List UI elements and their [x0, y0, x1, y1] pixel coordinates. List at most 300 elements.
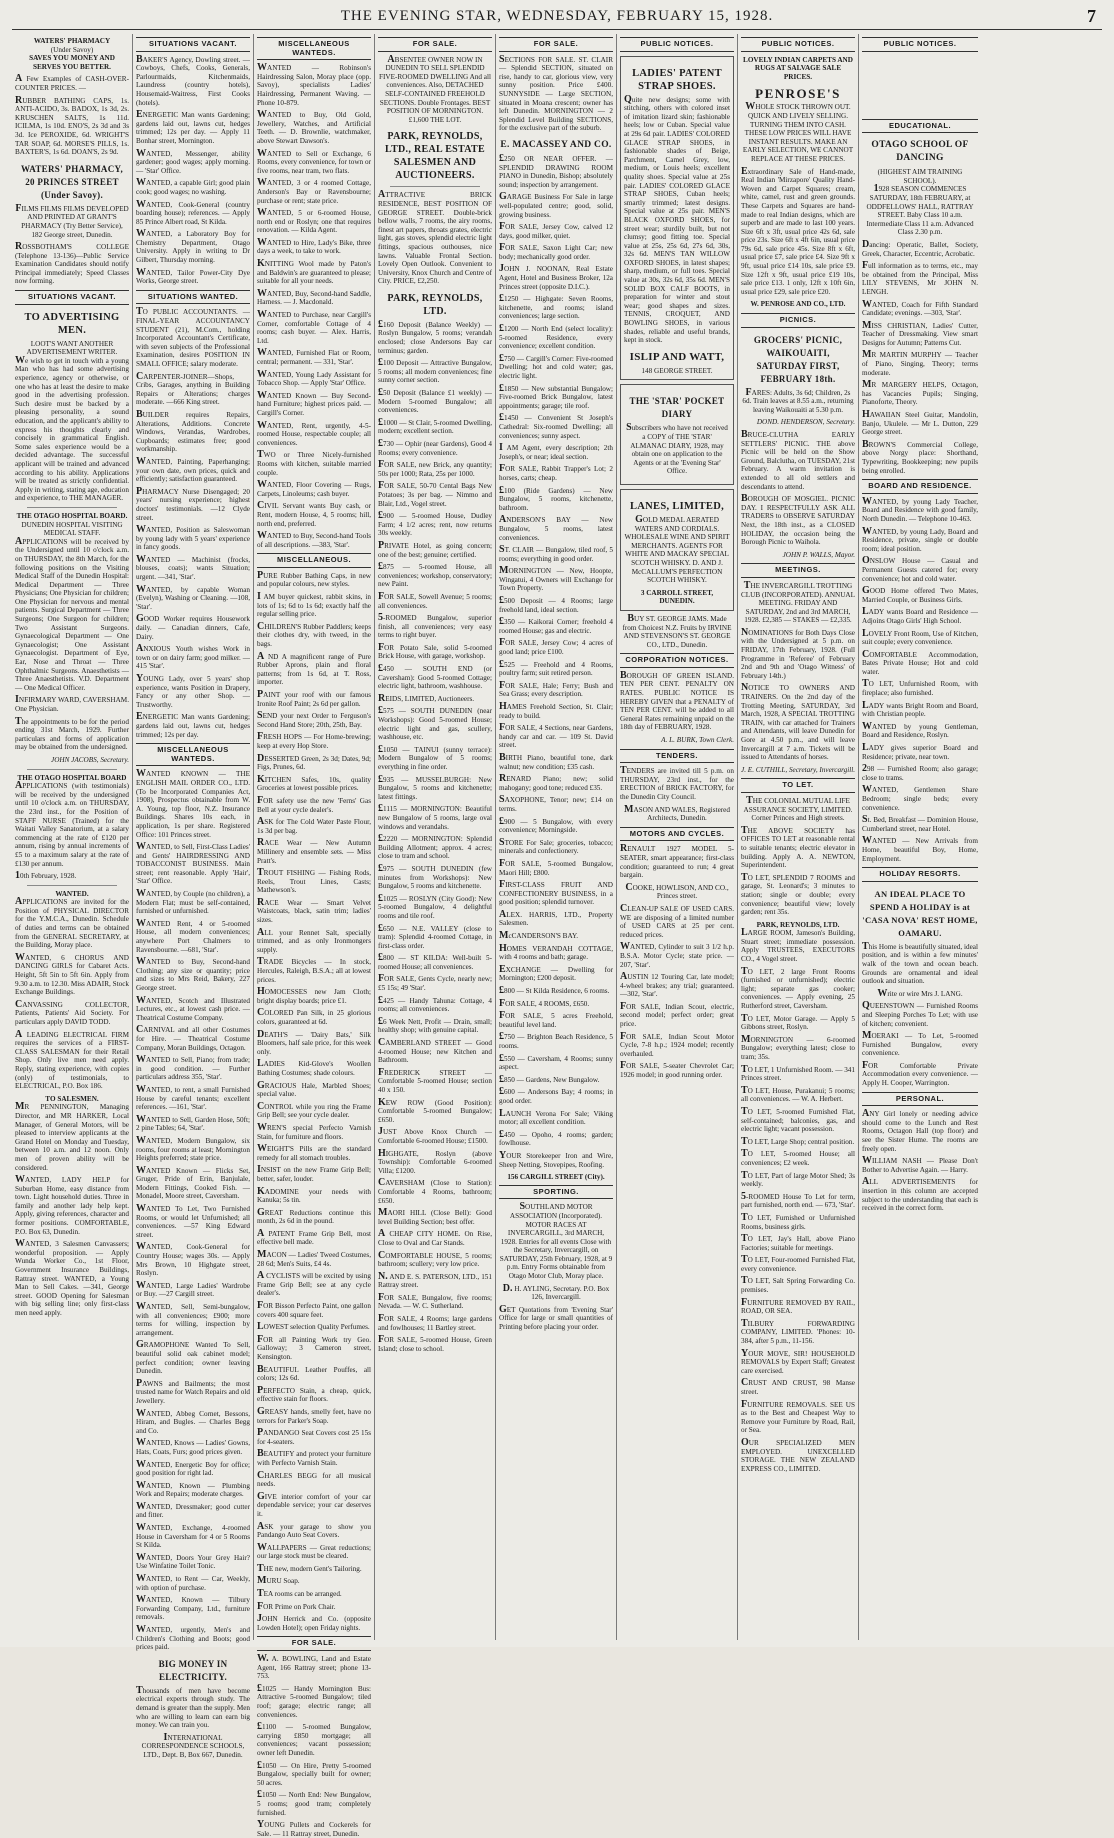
classified-ad: £1200 — North End (select locality): 5-roomed Residence, every convenience; excellent condition. [499, 323, 613, 351]
classified-ad: WANTED, Painting, Paperhanging; your own date, own prices, quick and efficiently; satisfaction guaranteed. [136, 455, 250, 484]
classified-ad: £750 — Cargill's Corner: Five-roomed Dwelling; hot and cold water; gas, electric light. [499, 352, 613, 380]
burk-sig: A. L. BURK, Town Clerk. [661, 736, 734, 745]
diary-body: Subscribers who have not received a COPY of THE 'STAR' ALMANAC DIARY, 1928, may obtain one on application to the Agents or at the 'Evening Star' Office. [626, 422, 728, 476]
classified-ad: ENERGETIC Man wants Gardening; gardens laid out, lawns cut, hedges trimmed; 12s per day. [136, 711, 250, 739]
classified-ad: INSIST on the new Frame Grip Bell; better, safer, louder. [257, 1164, 371, 1183]
classified-ad: BAKER'S Agency, Dowling street. — Cowboys, Chefs, Cooks, Generals, Parlourmaids, Kitchenmaids, Laundress (country hotels), Housemaid-Waitress, First Cooks (hotels). [136, 53, 250, 107]
waters-repeat: WATERS' PHARMACY, 20 PRINCES STREET (Under Savoy). [20, 163, 124, 200]
ad-list [620, 943, 734, 1079]
ad-list [862, 298, 978, 476]
classified-ad: CARNIVAL and all other Costumes for Hire. — Theatrical Costume Company, Moran Buildings, Octagon. [136, 1024, 250, 1052]
classified-ad: PANDANGO Seat Covers cost 25 15s for 4-seaters. [257, 1427, 371, 1446]
classified-ad: WANTED, Cylinder to suit 3 1/2 h.p. B.S.A. Motor Cycle; state price. —207, 'Star'. [620, 941, 734, 969]
hospital-body: APPLICATIONS will be received by the Undersigned until 10 o'clock a.m. on THURSDAY, the 8th March, for the following positions on the Visiting Medical Staff of the Dunedin Hospital: Medical Department — Three Physicians; One Physician for children; One Physician for nervous and mental patients. Surgical Department — Three Surgeons; One Surgeon for children; Two Assistant Surgeons. Gynaecological Department — One Gynaecologist; One Assistant Gynaecologist. Department of Eye, Ear, Nose and Throat — Three Ophthalmic Surgeons. Anaesthetists — Three Anaesthetists. V.D. Department — One Medical Officer. [15, 535, 129, 692]
classified-ad: MORNINGTON — 6-roomed Bungalow; everything latest; close to tram; 35s. [741, 1033, 855, 1061]
classified-ad: McCANDERSON'S BAY. [499, 930, 579, 942]
classified-ad: WANTED, Furnished Flat or Room, central; permanent. — 331, 'Star'. [257, 347, 371, 366]
classified-ad: A CHEAP CITY HOME. On Rise, Close to Oval and Car Stands. [378, 1228, 492, 1247]
section-header: BOARD AND RESIDENCE. [862, 479, 978, 494]
classified-ad: WANTED To Let, Two Furnished Rooms, or would let Unfurnished; all conveniences. —57 King Edward street. [136, 1203, 250, 1239]
classified-ad: WANTED Known — Buy Second-hand Furniture; highest prices paid. — Cargill's Corner. [257, 389, 371, 417]
mason-sig: MASON AND WALES, Registered Architects, Dunedin. [624, 803, 730, 823]
classified-ad: YOUR MOVE, SIR! HOUSEHOLD REMOVALS by Expert Staff; Greatest care exercised. [741, 1347, 855, 1375]
classified-ad: WANTED to Sell, Piano; from trade; in good condition. — Further particulars address 355, 'Star'. [136, 1054, 250, 1082]
classified-ad: GOOD Worker requires Housework daily. — Canadian dinners, Cafe, Dairy. [136, 613, 250, 641]
classified-ad: MR MARGERY HELPS, Octagon, has Vacancies Pupils; Singing, Pianoforte, Theory. [862, 379, 978, 407]
classified-ad: £1850 — New substantial Bungalow; Five-roomed Brick Bungalow, latest appointments; garage; tile roof. [499, 382, 613, 410]
divider [390, 186, 480, 187]
classified-ad: £1025 — Handy Mornington Bus: Attractive 5-roomed Bungalow; tiled roof; garage; electric range; all conveniences. [257, 1682, 371, 1719]
classified-ad: WANTED, 3 or 4 roomed Cottage, Anderson's Bay or Ravensbourne; purchase or rent; state price. [257, 177, 371, 205]
classified-ad: TO LET, 1 Unfurnished Room. — 341 Princes street. [741, 1063, 855, 1083]
column-4 [375, 34, 496, 1640]
clearup-ad: CLEAN-UP SALE OF USED CARS. WE are disposing of a limited number of USED CARS at 25 per cent. reduced prices. [620, 902, 734, 939]
classified-ad: WANTED, Messenger, ability gardener; good wages; apply morning. — 'Star' Office. [136, 147, 250, 175]
classified-ad: WANTED, a Laboratory Boy for Chemistry Department, Otago University. Apply in writing to Dr Gilbert, Thursday morning. [136, 228, 250, 265]
classified-ad: EXCHANGE — Dwelling for Mornington; £200 deposit. [499, 963, 613, 983]
classified-ad: ANY Girl lonely or needing advice should come to the Lunch and Rest Rooms, Octagon Hall (top floor) and see the Sister Hume. The rooms are freely open. [862, 1108, 978, 1153]
classified-ad: FOR safety use the new 'Ferns' Gas Bell at your cycle dealer's. [257, 794, 371, 814]
renault-ad: RENAULT 1927 MODEL 5-SEATER, smart appearance; first-class condition; guaranteed to run; 4 great bargain. [620, 843, 734, 880]
column-8 [859, 34, 981, 1640]
classified-ad: FOR SALE, Bungalow, five rooms; Nevada. — W. C. Sutherland. [378, 1291, 492, 1311]
cargill-street: 156 CARGILL STREET (City). [507, 1173, 605, 1182]
shoes-body: Quite new designs; some with stitching, others with colored inset of imitation lizard skin; fashionable heels; low or Cuban. Special value at 29s 6d pair. LADIES' COLORED GLACE STRAP SHOES, in fashionable shades of Beige, Parchment, Camel Grey, low, medium, or Louis heels; excellent quality shoes. Special value at 25s pair. LADIES' COLORED GLACE STRAP SHOES, Cuban heels; smartly trimmed; latest designs. Special value at 25s pair. MEN'S BLACK OXFORD SHOES, for street wear; sturdily built, but not clumsy; good fitting toe. Special value at 25s, 25s 6d, 27s 6d, 30s, 32s 6d. MEN'S TAN WILLOW OXFORD SHOES, in latest shapes; sharp, medium, or full toes. Special value at 30s, 32s 6d, 35s 6d. MEN'S SOLID BOX CALF BOOTS, in preparation for winter and stout wear; good shapes and sizes. TENNIS, CROQUET, AND BOWLING SHOES, in various shades, reliable and useful brands, kept in stock. [624, 93, 730, 345]
carpets-headline: LOVELY INDIAN CARPETS AND RUGS AT SALVAGE SALE PRICES. [743, 55, 853, 81]
classified-ad: HOMOCESSES new Jam Cloth; bright display boards; price £1. [257, 986, 371, 1005]
classified-ad: JOHN Herrick and Co. (opposite Lowden Hotel); open Friday nights. [257, 1613, 371, 1632]
canvass-ad: CANVASSING COLLECTOR, Patients, Patients' Aid Society. For particulars apply DAVID TODD. [15, 998, 129, 1026]
section-header: TENDERS. [620, 749, 734, 764]
classified-ad: £650 — N.E. VALLEY (close to tram): Splendid 4-roomed Cottage, in first-class order. [378, 922, 492, 950]
classified-ad: TILBURY FORWARDING COMPANY, LIMITED. 'Phones: 10-384, after 5 p.m., 11-156. [741, 1317, 855, 1346]
classified-ad: WANTED, Sell, Semi-bungalow, with all conveniences; £900; more terms for willing, inspection by arrangement. [136, 1301, 250, 1337]
classified-ad: WANTED to Purchase, near Cargill's Corner, comfortable Cottage of 4 rooms; cash buyer. — Alex. Harris, Ltd. [257, 309, 371, 345]
section-header: MISCELLANEOUS WANTEDS. [136, 743, 250, 766]
lady-help-ad: WANTED, LADY HELP for Suburban Home, easy distance from town. Light household duties. Three in family and another lady help kept. Apply, giving references, character and former positions. COMFORTABLE, P.O. Box 63, Dunedin. [15, 1174, 129, 1236]
section-header: PUBLIC NOTICES. [620, 37, 734, 52]
classified-ad: GARAGE Business For Sale in large well-populated centre; good, solid, growing business. [499, 191, 613, 219]
holiday-body: This Home is beautifully situated, ideal position, and is within a few minutes' walk of the town and ocean beach. Grounds are ornamental and ideal outlook and situation. [862, 940, 978, 986]
classified-ad: BEAUTIFY and protect your furniture with Perfecto Varnish Stain. [257, 1448, 371, 1467]
classified-ad: £350 — Kaikorai Corner; freehold 4 roomed House; gas and electric. [499, 616, 613, 635]
classified-ad: LOVELY Front Room, Use of Kitchen, suit couple; every convenience. [862, 627, 978, 647]
classified-ad: DESSERTED Green, 2s 3d; Dates, 9d; Figs, Prunes, 6d. [257, 752, 371, 772]
classified-ad: FOR SALE, 5 acres Freehold, beautiful level land. [499, 1010, 613, 1029]
classified-ad: FIRST-CLASS FRUIT AND CONFECTIONERY BUSINESS, in a good position; splendid turnover. [499, 879, 613, 907]
classified-ad: FOR SALE, 50-70 Cental Bags New Potatoes; 3s per bag. — Nimmo and Blair, Ltd., Vogel street. [378, 480, 492, 508]
classified-ad: BROWN'S Commercial College, above Norgy place: Shorthand, Typewriting, Bookkeeping; new pupils being enrolled. [862, 438, 978, 475]
prices-list: RUBBER BATHING CAPS, 1s. ANTI-ACIDO, 3s. BADOX, 1s 3d, 2s. KRUSCHEN SALTS, 1s 11d. ICILMA, 1s 10d. ENO'S, 2s 3d and 3s 3d. Ice PEROXIDE, 6d. WRIGHT'S TAR SOAP, 6d. MORSE'S PILLS, 1s. BAXTER'S, 1s 6d. DOAN'S, 2s 9d. [15, 94, 129, 157]
classified-ad: £425 — Handy Tahuna: Cottage, 4 rooms; all conveniences. [378, 994, 492, 1014]
hospital2-body: APPLICATIONS (with testimonials) will be received by the undersigned until 10 o'clock a.m. on THURSDAY, the 23rd inst., for the Position of STAFF NURSE (Trained) for the Waitati Valley Sanatorium, at a salary commencing at the rate of £120 per annum, rising by annual increments of £5 to a maximum salary at the rate of £130 per annum. [15, 780, 129, 868]
classified-ad: WANTED, Coach for Fifth Standard Candidate; evenings. —303, 'Star'. [862, 298, 978, 318]
classified-ad: MACON — Ladies' Tweed Costumes, 28 6d; Men's Suits, £4 4s. [257, 1249, 371, 1268]
classified-ad: SAXOPHONE, Tenor; new; £14 on terms. [499, 794, 613, 813]
classified-ad: TRADE Bicycles — In stock, Hercules, Raleigh, B.S.A.; all at lowest prices. [257, 956, 371, 984]
attractive-ad: ATTRACTIVE BRICK RESIDENCE, BEST POSITION OF GEORGE STREET. Double-brick bellow walls, 7 rooms, the airy rooms, finest art papers, throats grates, electric light, gas stoves, splendid electric light fittings, spacious outhouses, nice lawns. Valuable Frontal Section. Lovely Open Outlook. Convenient to University, Knox Church and Centre of City. PRICE, £2,250. [378, 189, 492, 286]
classified-ad: LOWEST selection Quality Perfumes. [257, 1321, 370, 1333]
classified-ad: WANTED, a capable Girl; good plain cook; good wages; no washing. [136, 177, 250, 196]
classified-ad: FOR SALE, 5-roomed Bungalow, Maori Hill; £800. [499, 857, 613, 877]
section-header: HOLIDAY RESORTS. [862, 867, 978, 882]
classified-ad: £575 — SOUTH DUNEDIN (near Workshops): Good 5-roomed House; electric light and gas, scullery, washhouse, etc. [378, 705, 492, 742]
classified-ad: FOR Prime on Pork Chair. [257, 1600, 336, 1612]
classified-ad: WANTED to Hire, Lady's Bike, three days a week, to take to work. [257, 236, 371, 256]
classified-ad: WREN'S special Perfecto Varnish Stain, for furniture and floors. [257, 1121, 371, 1141]
quotations-ad: GET Quotations from 'Evening Star' Office for large or small quantities of Printing before placing your order. [499, 1303, 613, 1332]
classified-ad: £1450 — Convenient St Joseph's Cathedral: Six-roomed Dwelling; all conveniences; sunny aspect. [499, 412, 613, 440]
classified-ad: JOHN J. NOONAN, Real Estate Agent, Hotel and Business Broker, 12a Princes street (opposite D.I.C.). [499, 263, 613, 291]
column-3 [254, 34, 375, 1838]
classified-ad: WANTED, Buy, Second-hand Saddle, Harness. — J. Macdonald. [257, 287, 371, 307]
walls-sig: JOHN P. WALLS, Mayor. [782, 550, 855, 559]
chorus-ad: WANTED, 6 CHORUS AND DANCING GIRLS for Cabaret Acts. Height, 5ft 5in to 5ft 6in. Apply from 9.30 a.m. to 12.30. Miss ADAIR, Stock Exchange Buildings. [15, 951, 129, 997]
classified-ad: 5-ROOMED Bungalow, superior finish, all conveniences; very easy terms to right buyer. [378, 612, 492, 640]
classified-ad: WANTED, by young Lady, Board and Residence, private, single or double room; ideal position. [862, 525, 978, 553]
classified-ad: ENERGETIC Man wants Gardening; gardens laid out, lawns cut, hedges trimmed; 12s per day. — Apply 11 Bonhar street, Mornington. [136, 109, 250, 145]
classified-ad: £100 Deposit — Attractive Bungalow, 5 rooms; all modern conveniences; fine sunny corner section. [378, 357, 492, 385]
classified-ad: WANTED, Energetic Boy for office; good position for right lad. [136, 1458, 250, 1478]
classified-ad: TO LET, 5-roomed House; all conveniences; £2 week. [741, 1148, 855, 1167]
wanted-title: WANTED. [55, 889, 89, 898]
section-header: FOR SALE. [499, 37, 613, 52]
classified-ad: WANTED by young Gentleman, Board and Residence, Roslyn. [862, 720, 978, 740]
classified-ad: £250 OR NEAR OFFER. — SPLENDID DRAWING ROOM PIANO in Dunedin, Bishop; absolutely sound; inspection by arrangement. [499, 152, 613, 189]
classified-ad: MAORI HILL (Close Bell): Good level Building Section; best offer. [378, 1207, 492, 1226]
classified-ad: A ND A magnificent range of Pure Rubber Aprons, plain and floral patterns; from 1s 6d, at T. Ross, importer. [257, 650, 371, 687]
salesmen-title: TO SALESMEN. [45, 1094, 99, 1103]
classified-ad: ANXIOUS Youth wishes Work in town or on dairy farm; good milker. —415 'Star'. [136, 643, 250, 671]
classified-ad: TO LET, Part of large Motor Shed; 3s weekly. [741, 1169, 855, 1189]
classified-ad: CARPENTER-JOINER—Shops, Cribs, Garages, anything in Building Repairs or Alterations; charges moderate. —666 King street. [136, 370, 250, 407]
classified-ad: FOR SALE, Sowell Avenue; 5 rooms; all conveniences. [378, 590, 492, 610]
classified-ad: FOR SALE, 4 ROOMS, £650. [499, 997, 590, 1009]
classified-ad: TO LET, Jay's Hall, above Piano Factories; suitable for meetings. [741, 1233, 855, 1252]
splendid-rooms: TO LET, SPLENDID 7 ROOMS and garage, St. Leonard's; 3 minutes to station; single or double; every convenience; beautiful view; lovely garden; rent 35s. [741, 871, 855, 917]
classified-ad: CIVIL Servant wants Buy cash, or Rent, modern House, 4, 5 rooms; hill, north end, preferred. [257, 500, 371, 528]
classified-ad: YOUNG Pullets and Cockerels for Sale. — 11 Rattray street, Dunedin. [257, 1819, 371, 1838]
classified-ad: FOR Bisson Perfecto Paint, one gallon covers 400 square feet. [257, 1300, 371, 1319]
advert-body: We wish to get in touch with a young Man who has had some advertising experience, agency or otherwise, or one who has at least the desire to make good in the advertising profession. Such desire must be backed by a pleasing personality, a sound education, and the applicant's ability to express his thoughts clearly and concisely in grammatical English. Some sales experience would be a decided advantage. The successful applicant will be trained and advanced according to his ability. Applications will be treated as strictly confidential. Apply in writing, stating age, education and experience, to THE MANAGER. [15, 354, 129, 503]
ad-list [378, 318, 492, 1354]
classified-ad: WANTED, Large Ladies' Wardrobe or Buy. —27 Cargill street. [136, 1279, 250, 1299]
islip-watt-ad [620, 56, 734, 381]
classified-ad: ANDERSON'S BAY — New Bungalow, 5 rooms, latest conveniences. [499, 514, 613, 542]
classified-ad: PURE Rubber Bathing Caps, in new and popular colours, new styles. [257, 569, 371, 589]
classified-ad: £1000 — St Clair, 5-roomed Dwelling, modern; excellent section. [378, 416, 492, 436]
column-6 [617, 34, 738, 1640]
classified-ad: £450 — SOUTH END (or Caversham): Good 5-roomed Cottage; electric light, bathroom, washhouse. [378, 663, 492, 691]
classified-ad: MISS CHRISTIAN, Ladies' Cutter, Teacher of Dressmaking. View smart Designs for Autumn; Patterns Cut. [862, 319, 978, 347]
classified-ad: REIDS, LIMITED, Auctioneers. [378, 692, 475, 704]
section-header: SITUATIONS VACANT. [136, 37, 250, 52]
classified-ad: LADY wants Board and Residence — Adjoins Otago Girls' High School. [862, 606, 978, 625]
classified-ad: LAUNCH Verona For Sale; Viking motor; all excellent condition. [499, 1107, 613, 1127]
dancing-list: Dancing: Operatic, Ballet, Society, Greek, Character, Eccentric, Acrobatic. [862, 238, 978, 258]
waters-slogan: SAVES YOU MONEY AND SERVES YOU BETTER. [29, 54, 115, 71]
section-header: PERSONAL. [862, 1092, 978, 1107]
classified-ad: WANTED, Known — Tilbury Forwarding Company, Ltd., furniture removals. [136, 1594, 250, 1622]
classified-ad: TO LET, Four-roomed Furnished Flat, every convenience. [741, 1254, 855, 1273]
classified-ad: STORE For Sale; groceries, tobacco; minerals and confectionery. [499, 836, 613, 856]
classified-ad: FRESH HOPS — For Home-brewing; keep at every Hop Store. [257, 731, 371, 750]
classified-ad: TO LET, Furnished or Unfurnished Rooms, business girls. [741, 1211, 855, 1231]
classified-ad: HAWAIIAN Steel Guitar, Mandolin, Banjo, Ukulele. — Mr L. Dutton, 229 George street. [862, 409, 978, 437]
classified-ad: WANTED to Sell or Exchange, 6 Rooms, every convenience, for town or five rooms, near tram, two flats. [257, 147, 371, 175]
section-header: EDUCATIONAL. [862, 119, 978, 134]
classified-ad: GOOD Home offered Two Mates, Married Couple, or Business Girls. [862, 585, 978, 604]
section-header: PUBLIC NOTICES. [862, 37, 978, 52]
divider [27, 507, 117, 508]
nominations: NOMINATIONS for Both Days Close with the Undersigned at 5 p.m. on FRIDAY, 17th February, 1928. (Full Programme in 'Referee' of February 2nd and 9th and 'Otago Witness' of February 14th.) [741, 626, 855, 680]
classified-ad: MOERAKI — To Let, 5-roomed Furnished Bungalow, every convenience. [862, 1030, 978, 1058]
classified-ad: CHARLES BEGG for all musical needs. [257, 1469, 371, 1489]
classified-ad: FOR SALE, Saxon Light Car; new body; mechanically good order. [499, 242, 613, 261]
classified-ad: TO LET, 5-roomed Furnished Flat, self-contained; balconies, gas, and electric light; vacant possession. [741, 1105, 855, 1134]
dancing-headline: OTAGO SCHOOL OF DANCING [871, 140, 969, 164]
classified-ad: £800 — ST KILDA: Well-built 5-roomed House; all conveniences. [378, 952, 492, 971]
hospital-sub: DUNEDIN HOSPITAL VISITING MEDICAL STAFF. [21, 520, 123, 538]
waters-title: WATERS' PHARMACY [33, 37, 111, 45]
classified-ad: PERFECTO Stain, a cheap, quick, effective stain for floors. [257, 1384, 371, 1404]
classified-ad: CAMBERLAND STREET — Good 4-roomed House; new Kitchen and Bathroom. [378, 1037, 492, 1065]
classified-ad: A CYCLISTS will be excited by using Frame Grip Bell; see at any cycle dealer's. [257, 1270, 371, 1298]
classified-ad: FOR SALE, Rabbit Trapper's Lot; 2 horses, carts; cheap. [499, 463, 613, 482]
ad-list [257, 64, 371, 549]
hospital2-title: THE OTAGO HOSPITAL BOARD [17, 773, 127, 782]
classified-ad: £100 (Ride Gardens) — New Bungalow, 5 rooms, kitchenette, bathroom. [499, 484, 613, 512]
classified-ad: £550 — Caversham, 4 Rooms; sunny aspect. [499, 1052, 613, 1072]
classified-ad: RENARD Piano; new; solid mahogany; good tone; reduced £35. [499, 773, 613, 792]
grocers-picnic: GROCERS' PICNIC, WAIKOUAITI, SATURDAY FIRST, FEBRUARY 18th. [753, 334, 843, 384]
lanes-address: 3 CARROLL STREET, DUNEDIN. [640, 588, 714, 606]
bottom-ads: WANTED, 3 Salesmen Canvassers; wonderful proposition. — Apply Wunda Worker Co., 1st Floor, Government Insurance Buildings, Rattray street. WANTED, a Young Man to Sell Cakes. —341, George street. GOOD Opening for Salesman with big selling line; only first-class men need apply. [15, 1238, 129, 1317]
masthead-title: THE EVENING STAR, WEDNESDAY, FEBRUARY 15, 1928. [340, 8, 774, 24]
classified-ad: WANTED, Young Lady Assistant for Tobacco Shop. — Apply 'Star' Office. [257, 368, 371, 388]
classified-ad: ONSLOW House — Casual and Permanent Guests catered for; every convenience; hot and cold water. [862, 555, 978, 583]
classified-ad: WANTED, to Rent — Car, Weekly, with option of purchase. [136, 1573, 250, 1592]
classified-ad: FOR Potato Sale, solid 5-roomed Brick House, with garage, workshop. [378, 641, 492, 661]
park-reynolds-sig: PARK, REYNOLDS, LTD., REAL ESTATE SALESMEN AND AUCTIONEERS. [385, 131, 485, 182]
dancing-sub: (HIGHEST AIM TRAINING SCHOOL). [877, 168, 963, 185]
classified-ad: WANTED, Scotch and Illustrated Lectures, etc., at lowest cash price. — Theatrical Costume Company. [136, 994, 250, 1022]
classified-ad: A PATENT Frame Grip Bell, most effective bell made. [257, 1227, 371, 1247]
ad-list [499, 152, 613, 1169]
classified-ad: RACE Wear — Smart Velvet Waistcoats, black, satin trim; ladies' sizes. [257, 896, 371, 925]
fares: FARES: Adults, 3s 6d; Children, 2s 6d. Train leaves at 8.55 a.m., returning leaving Waikouaiti at 5.30 p.m. [742, 386, 854, 414]
islip-watt-name: ISLIP AND WATT, [629, 350, 725, 363]
classified-ad: TO LET, Salt Spring Forwarding Co. premises. [741, 1275, 855, 1295]
classified-ad: WANTED, 5 or 6-roomed House, north end or Roslyn; one that requires renovation. — Kilda Agent. [257, 207, 371, 235]
classified-ad: £160 Deposit (Balance Weekly) — Roslyn Bungalow, 5 rooms; verandah enclosed; close Andersons Bay car terminus; garden. [378, 318, 492, 355]
masthead [12, 4, 1102, 30]
classified-ad: WANTED, Knows — Ladies' Gowns, Hats, Coats, Furs; good prices given. [136, 1437, 250, 1456]
classified-ad: WANTED — New Arrivals from Home, beautiful Boy, Home, Employment. [862, 835, 978, 863]
classified-ad: GRACIOUS Hale, Marbled Shoes; special value. [257, 1079, 371, 1099]
classified-ad: FOR SALE, Hale; Ferry; Bush and Sea Grass; every description. [499, 679, 613, 699]
section-header: MISCELLANEOUS. [257, 553, 371, 568]
classified-ad: PAINT your roof with our famous Ironite Roof Paint; 2s 6d per gallon. [257, 689, 371, 708]
ladies-shoes-headline: LADIES' PATENT STRAP SHOES. [632, 67, 722, 92]
column-5 [496, 34, 617, 1640]
money-headline: BIG MONEY IN ELECTRICITY. [158, 1658, 228, 1682]
films-ad: FILMS FILMS FILMS DEVELOPED AND PRINTED AT GRANT'S PHARMACY (Try Better Service), 182 George street, Dunedin. [15, 202, 129, 239]
classified-ad: FOR SALE, 5-seater Chevrolet Car; 1926 model; in good running order. [620, 1060, 734, 1080]
classified-ad: WANTED Rent, 4 or 5-roomed House, all modern conveniences; anywhere Port Chalmers to Ravensbourne. —681, 'Star'. [136, 917, 250, 954]
appointment-text: The appointments to be for the period ending 31st March, 1929. Further particulars and forms of application may be obtained from the undersigned. [15, 715, 129, 752]
ayling-sig: D. H. AYLING, Secretary. P.O. Box 126, Invercargill. [502, 1282, 610, 1302]
classified-ad: SEND your next Order to Ferguson's Second Hand Store; 20th, 25th, Bay. [257, 710, 371, 729]
cooke-sig: COOKE, HOWLISON, AND CO., Princes street. [625, 881, 729, 901]
classified-ad: WANTED, by young Lady Teacher, Board and Residence with good family, North Dunedin. — Telephone 10-463. [862, 495, 978, 523]
classified-ad: WANTED, Cook-General for Country House; wages 30s. — Apply Mrs Brown, 10 Highgate street, Roslyn. [136, 1241, 250, 1278]
classified-ad: WANTED, by Couple (no children), a Modern Flat; must be self-contained, furnished or unfurnished. [136, 888, 250, 916]
classified-ad: COMFORTABLE HOUSE, 5 rooms; bathroom; scullery; very low price. [378, 1249, 492, 1269]
classified-ad: £935 — MUSSELBURGH: New Bungalow, 5 rooms and kitchenette; latest fittings. [378, 773, 492, 801]
classified-ad: JUST Above Knox Church — Comfortable 6-roomed House; £1500. [378, 1126, 492, 1145]
tenders-ad: TENDERS are invited till 5 p.m. on THURSDAY, 23rd inst., for the ERECTION of BRICK FACTORY, for the Dunedin City Council. [620, 765, 734, 801]
classified-ad: TO LET, House, Purakanui; 5 rooms; all conveniences. — W. A. Herbert. [741, 1084, 855, 1104]
classified-ad: WANTED — Robinson's Hairdressing Salon, Moray place (opp. Savoy), specialists Ladies' Hairdressing, Permanent Waving. — Phone 10-879. [257, 62, 371, 107]
holiday-headline: AN IDEAL PLACE TO SPEND A HOLIDAY is at 'CASA NOVA' REST HOME, OAMARU. [862, 888, 978, 938]
classified-ad: BUILDER requires Repairs, Alterations, Additions. Concrete Windows, Verandas, Wardrobes, Cupboards; estimates free; good workmanship. [136, 408, 250, 454]
lanes-body: GOLD MEDAL AERATED WATERS AND CORDIALS. WHOLESALE WINE AND SPIRIT MERCHANTS. AGENTS FOR WHITE AND MACKAY SPECIAL SCOTCH WHISKY. D. AND J. McCALLUM'S PERFECTION SCOTCH WHISKY. [624, 513, 730, 585]
classified-ad: WANTED, Position as Saleswoman by young lady with 5 years' experience in fancy goods. [136, 524, 250, 552]
section-header: FOR SALE. [378, 37, 492, 52]
classified-ad: CRUST AND CRUST, 98 Manse street. [741, 1377, 855, 1396]
classified-ad: WANTED to Buy, Second-hand Clothing; any size or quantity; price and sizes to Mrs Reid, Bakery, 227 George street. [136, 956, 250, 992]
classified-ad: CAVERSHAM (Close to Station): Comfortable 4 Rooms, bathroom; £650. [378, 1177, 492, 1205]
classified-ad: ALEX. HARRIS, LTD., Property Salesmen. [499, 908, 613, 928]
classified-ad: FOR all Painting Work try Geo. Galloway; 3 Cameron street, Kensington. [257, 1333, 371, 1361]
section-header: TO LET. [741, 778, 855, 793]
section-header: CORPORATION NOTICES. [620, 653, 734, 668]
section-header: MEETINGS. [741, 563, 855, 578]
classified-ad: ASK for The Cold Water Paste Flour, 1s 3d per bag. [257, 816, 371, 835]
signature: JOHN JACOBS, Secretary. [51, 755, 129, 764]
classified-ad: WANTED, Exchange, 4-roomed House in Caversham for 4 or 5 Rooms St Kilda. [136, 1522, 250, 1550]
column-2 [133, 34, 254, 1759]
classified-ad: FREDERICK STREET — Comfortable 5-roomed House; section 40 x 150. [378, 1066, 492, 1094]
classified-ad: COLORED Pan Silk, in 25 glorious colors, guaranteed at 6d. [257, 1007, 371, 1026]
large-room-ad: LARGE ROOM, Jameson's Building, Stuart street; immediate possession. Apply TRUSTEES, EXECUTORS CO., 4 Vogel street. [741, 927, 855, 964]
classified-ad: £500 Deposit — 4 Rooms; large freehold land, ideal section. [499, 595, 613, 614]
waters-sub: (Under Savoy) [50, 45, 94, 54]
classified-ad: MURU Soap. [257, 1575, 300, 1587]
classified-ad: £1250 — Highgate: Seven Rooms, kitchenette, and rooms; island conveniences; large section. [499, 293, 613, 321]
classified-ad: LADY gives superior Board and Residence; private, near town. [862, 742, 978, 761]
section-header: MOTORS AND CYCLES. [620, 827, 734, 842]
ad-list [136, 53, 250, 286]
classified-ad: ST. CLAIR — Bungalow, tiled roof, 5 rooms; everything in good order. [499, 544, 613, 563]
classified-ad: TO LET, Motor Garage. — Apply 5 Gibbons street, Roslyn. [741, 1012, 855, 1032]
classified-ad: £1025 — ROSLYN (City Good): New 5-roomed Bungalow, 4 delightful rooms and tile roof. [378, 892, 492, 920]
classified-ad: HOMES VERANDAH COTTAGE, with 4 rooms and bath; garage. [499, 942, 613, 962]
classified-ad: DEATH'S — 'Dairy Bats,' Silk Bloomers, half sale price, for this week only. [257, 1028, 371, 1056]
classified-ad: LADIES Kid-Glove's Woollen Bathing Costumes; shade colours. [257, 1058, 371, 1077]
cuthill-sig: J. E. CUTHILL, Secretary, Invercargill. [741, 765, 855, 774]
classified-ad: BIRTH Piano, beautiful tone, dark walnut; new condition; £35 cash. [499, 751, 613, 771]
henderson-sig: DOND. HENDERSON, Secretary. [756, 418, 855, 427]
classified-ad: GREAT Reductions continue this month, 2s 6d in the pound. [257, 1206, 371, 1226]
salesmen-body: MR PENNINGTON, Managing Director, and MR HARKER, Local Manager, of General Motors, will be pleased to interview applicants at the Grand Hotel on Monday and Tuesday, between 10 a.m. and 12 noon. Only men of proven ability will be considered. [15, 1101, 129, 1172]
sporting-ad: SOUTHLAND MOTOR ASSOCIATION (Incorporated). MOTOR RACES AT INVERCARGILL, 3rd MARCH, 1928. Entries for all events Close with the Secretary, Invercargill, on SATURDAY, 25th February, 1928, at 9 p.m. Entry Forms obtainable from Otago Motor Club, Moray place. [499, 1201, 613, 1281]
classified-ad: COMFORTABLE Accommodation, Bates Private House; Hot and cold water. [862, 648, 978, 676]
st-george-ad: BUY ST. GEORGE JAMS. Made from Choicest N.Z. Fruits by IRVINE AND STEVENSON'S ST. GEORGE CO., LTD., Dunedin. [622, 612, 732, 649]
park-sig: PARK, REYNOLDS, LTD. [756, 920, 840, 929]
classified-ad: £1115 — MORNINGTON: Beautiful new Bungalow of 5 rooms, large oval windows and verandahs. [378, 803, 492, 831]
classified-ad: 5-ROOMED House To Let for term, part furnished, north end. — 673, 'Star'. [741, 1190, 855, 1210]
trotting-club: THE INVERCARGILL TROTTING CLUB (INCORPORATED). ANNUAL MEETING. FRIDAY AND SATURDAY, 2nd and 3rd MARCH, 1928. £2,385 — STAKES — £2,335. [741, 579, 856, 625]
classified-ad: WANTED, Doors Your Grey Hair? Use Winfatine Toilet Tonic. [136, 1551, 250, 1571]
classified-ad: £50 Deposit (Balance £1 weekly) — Modern 5-roomed Bungalow; all conveniences. [378, 387, 492, 415]
classified-ad: £800 — St Kilda Residence, 6 rooms. [499, 985, 610, 997]
ad-list [136, 843, 250, 1652]
classified-ad: FURNITURE REMOVED BY RAIL, ROAD, OR SEA. [741, 1296, 855, 1316]
classified-ad: FOR SALE, Jersey Cow, calved 12 days, good milker, quiet. [499, 221, 613, 240]
classified-ad: WEIGHT'S Pills are the standard remedy for all stomach troubles. [257, 1143, 371, 1162]
classified-ad: WALLPAPERS — Great reductions; our large stock must be cleared. [257, 1541, 371, 1561]
divider [27, 769, 117, 770]
classified-ad: WANTED, Cook-General (country boarding house); references. — Apply 85 Prince Albert road, St Kilda. [136, 198, 250, 226]
classified-ad: WANTED, Known — Plumbing Work and Repairs; moderate charges. [136, 1479, 250, 1499]
bruce-picnic: BRUCE-CLUTHA EARLY SETTLERS' PICNIC. THE above Picnic will be held on the Show Ground, Balclutha, on TUESDAY, 21st February. A warm invitation is extended to all old settlers and descendants to attend. [741, 429, 855, 491]
hospital-title: THE OTAGO HOSPITAL BOARD. [16, 511, 128, 520]
page-number: 7 [1087, 6, 1096, 26]
classified-ad: PRIVATE Hotel, as going concern; one of the best; genuine; certified. [378, 539, 492, 559]
dancing-body: 1928 SEASON COMMENCES SATURDAY, 18th FEBRUARY, at ODDFELLOWS' HALL, RATTRAY STREET. Baby Class 10 a.m. Intermediate Class 11 a.m. Advanced Class 2.30 p.m. [866, 183, 974, 237]
sections-ad: SECTIONS FOR SALE. ST. CLAIR — Splendid SECTION, situated on rise, handy to car, glorious view, very sunny position. Price £400. SUNNYSIDE — Large SECTION, situated in Moana crescent; owner has left Dunedin. MORNINGTON — 2 Splendid Level Building SECTIONS, for the exclusive part of the suburb. [499, 53, 613, 133]
classified-ad: £2220 — MORNINGTON: Splendid Building Allotment; approx. 4 acres; close to tram and school. [378, 833, 492, 861]
society-offices: THE ABOVE SOCIETY has OFFICES TO LET at reasonable rental to suitable tenants; electric elevator in building. Apply A. A. NEWTON, Superintendent. [741, 824, 855, 870]
classified-ad: GIVE interior comfort of your car dependable service; your car deserves it. [257, 1490, 371, 1518]
ad-list [862, 495, 978, 863]
classified-ad: TO LET, 2 large Front Rooms (furnished or unfurnished); electric light; separate gas cooker; conveniences. — Apply evening, 25 Rutherford street, Caversham. [741, 965, 855, 1011]
classified-ad: FOR SALE, 5-roomed House, Green Island; close to school. [378, 1334, 492, 1353]
classified-ad: £750 — Brighton Beach Residence, 5 rooms. [499, 1031, 613, 1050]
classified-ad: PAWNS and Bailments; the most trusted name for Watch Repairs and old Jewellery. [136, 1377, 250, 1405]
classified-ad: FOR Comfortable Private Accommodation every convenience. — Apply H. Cooper, Warrington. [862, 1059, 978, 1088]
diary-ad [620, 384, 734, 485]
classified-ad: FURNITURE REMOVALS. SEE US as to the Best and Cheapest Way to Remove your Furniture by Road, Rail, or Sea. [741, 1398, 855, 1435]
classified-ad: FOR SALE, 4 Rooms; large gardens and fowlhouses; 11 Bartley street. [378, 1313, 492, 1332]
money-signature: INTERNATIONAL CORRESPONDENCE SCHOOLS, LTD., Dept. B, Box 667, Dunedin. [141, 1731, 245, 1759]
classified-ad: MORNINGTON — New, Hoopte, Wingatui, 4 Owners will Exchange for Town Property. [499, 565, 613, 593]
column-7 [738, 34, 859, 1640]
classified-ad: WANTED to Buy, Second-hand Tools of all descriptions. —383, 'Star'. [257, 530, 371, 549]
ad-list [741, 965, 855, 1474]
classified-ad: HAMES Freehold Section, St. Clair; ready to build. [499, 701, 613, 720]
section-header: FOR SALE. [257, 1636, 371, 1651]
ad-list [257, 569, 371, 1633]
classified-ad: OUR SPECIALIZED MEN EMPLOYED. UNEXCELLED STORAGE. THE NEW ZEALAND EXPRESS CO., LIMITED. [741, 1436, 855, 1473]
classified-ad: CHILDREN'S Rubber Paddlers; keeps their clothes dry, with tweed, in the bags. [257, 620, 371, 649]
classified-ad: £875 — 5-roomed House, all conveniences; workshop, conservatory; new Paint. [378, 561, 492, 589]
classified-ad: GRAMOPHONE Wanted To Sell, beautiful solid oak cabinet model; perfect condition; owner leaving Dunedin. [136, 1339, 250, 1376]
absentee-ad: ABSENTEE OWNER NOW IN DUNEDIN TO SELL SPLENDID FIVE-ROOMED DWELLING And all conveniences. Also, DETACHED SELF-CONTAINED FREEHOLD SECTIONS. Double Frontages. BEST POSITION OF MORNINGTON. £1,600 THE LOT. [379, 53, 491, 124]
section-header: SITUATIONS VACANT. [15, 290, 129, 305]
classified-ad: CONTROL while you ring the Frame Grip Bell; see your cycle dealer. [257, 1100, 371, 1120]
classified-ad: I AM Agent, every description; 2th Joseph's, or near; ideal section. [499, 442, 613, 461]
section-header: PUBLIC NOTICES. [741, 37, 855, 52]
ad-list [862, 1110, 978, 1213]
classified-ad: KNITTING Wool made by Paton's and Baldwin's are guaranteed to please; suitable for all your needs. [257, 258, 371, 286]
classified-ad: £525 — Freehold and 4 Rooms, poultry farm; suit retired person. [499, 658, 613, 678]
mail-order-ad: WANTED KNOWN — THE ENGLISH MAIL ORDER CO., LTD. (To be Incorporated Companies Act, 1908), Prospectus obtainable from W. A. Young, top floor, N.Z. Insurance Buildings. Shares 10s each, in application, 1s per share. Registered Office: 101 Princes street. [136, 768, 250, 839]
diary-headline: THE 'STAR' POCKET DIARY [629, 396, 725, 420]
classified-ad: AUSTIN 12 Touring Car, late model; 4-wheel brakes; any trial; guaranteed. —302, 'Star'. [620, 971, 734, 999]
